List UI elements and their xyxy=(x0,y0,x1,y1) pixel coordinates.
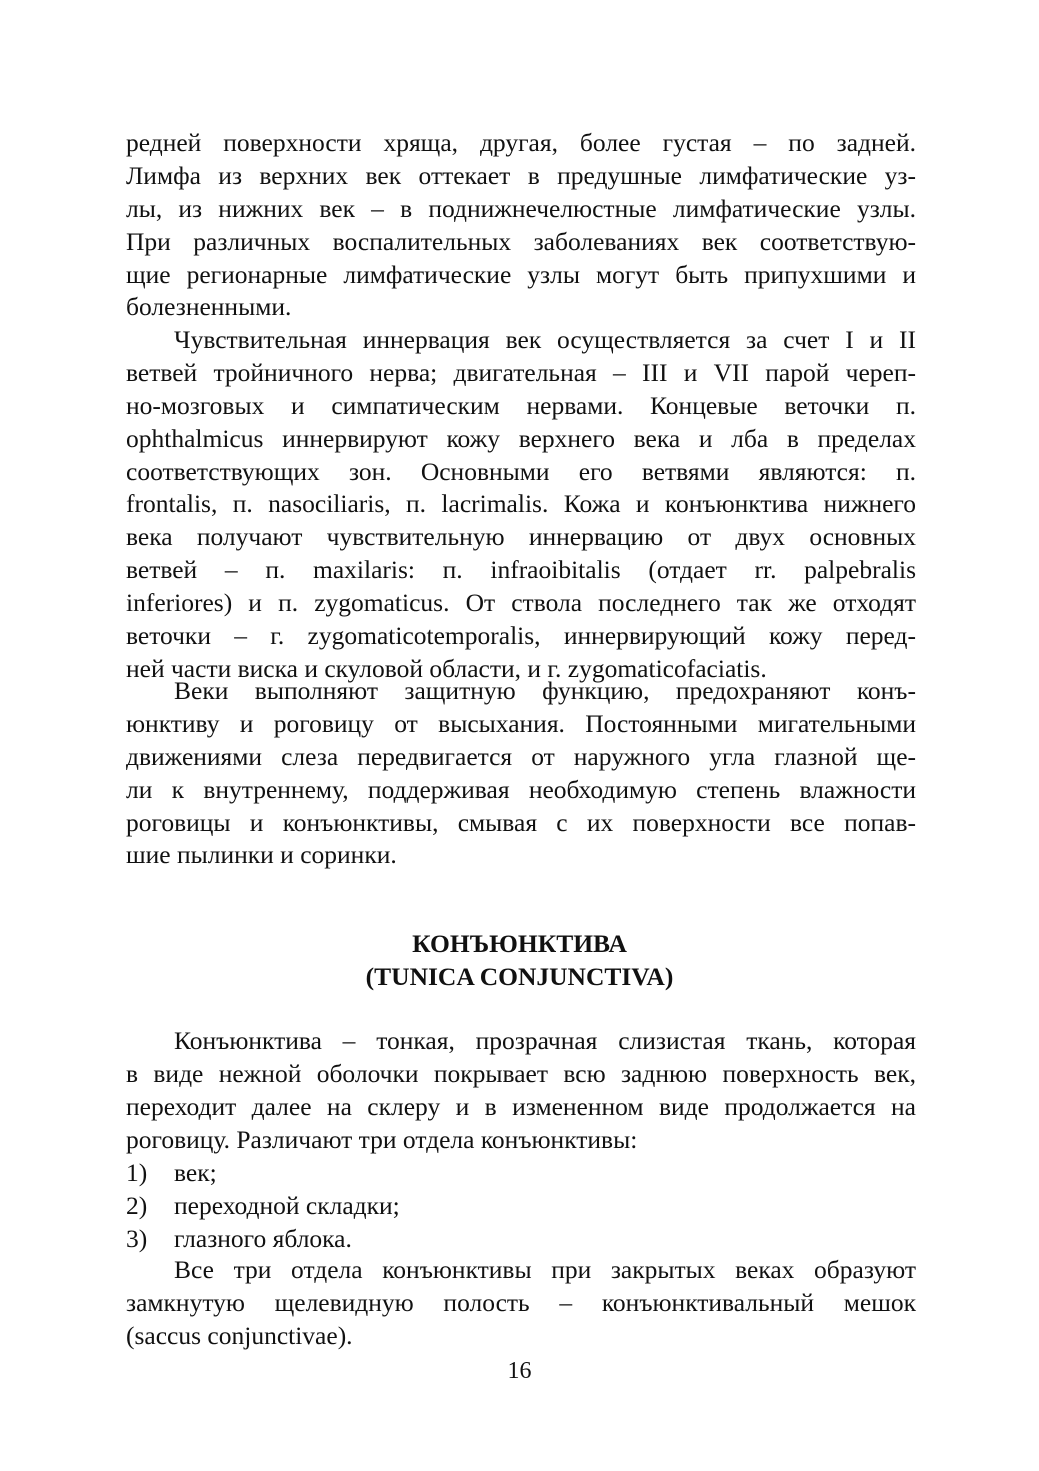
list-number: 2) xyxy=(126,1191,148,1220)
text-line: лы, из нижних век – в поднижнечелюстные лимфатические узлы. xyxy=(126,193,916,223)
text-line: шие пылинки и соринки. xyxy=(126,840,397,870)
list-item xyxy=(126,1189,400,1222)
text-line: frontalis, п. nasociliaris, п. lacrimalis. Кожа и конъюнктива нижнего xyxy=(126,489,916,519)
text-line: ней части виска и скуловой области, и г. zygomaticofaciatis. xyxy=(126,653,767,683)
paragraph-function xyxy=(126,675,916,872)
paragraph-innervation xyxy=(126,324,916,686)
text-line: (saccus conjunctivae). xyxy=(126,1320,353,1350)
text-line: При различных воспалительных заболеваниях век соответствую- xyxy=(126,226,916,256)
text-line: но-мозговых и симпатическим нервами. Концевые веточки п. xyxy=(126,390,916,420)
section-title: КОНЪЮНКТИВА xyxy=(412,929,627,958)
text-line: роговицы и конъюнктивы, смывая с их поверхности все попав- xyxy=(126,807,916,837)
text-line: роговицу. Различают три отдела конъюнктивы: xyxy=(126,1124,638,1154)
text-line: ophthalmicus иннервируют кожу верхнего века и лба в пределах xyxy=(126,423,916,453)
list-text: глазного яблока. xyxy=(174,1224,352,1253)
text-line: соответствующих зон. Основными его ветвями являются: п. xyxy=(126,456,916,486)
list-item xyxy=(126,1156,217,1189)
text-line: юнктиву и роговицу от высыхания. Постоянными мигательными xyxy=(126,708,916,738)
text-line: века получают чувствительную иннервацию от двух основных xyxy=(126,522,916,552)
section-subtitle: (TUNICA CONJUNCTIVA) xyxy=(365,962,674,991)
text-line: болезненными. xyxy=(126,292,292,322)
list-text: переходной складки; xyxy=(174,1191,400,1220)
text-line: веточки – г. zygomaticotemporalis, иннервирующий кожу перед- xyxy=(126,621,916,651)
text-line: переходит далее на склеру и в измененном виде продолжается на xyxy=(126,1091,916,1121)
text-line: Конъюнктива – тонкая, прозрачная слизистая ткань, которая xyxy=(174,1026,916,1055)
text-line: Веки выполняют защитную функцию, предохраняют конъ- xyxy=(174,676,916,705)
text-line: редней поверхности хряща, другая, более густая – по задней. xyxy=(126,128,916,157)
text-line: ветвей тройничного нерва; двигательная – III и VII парой череп- xyxy=(126,357,916,387)
text-line: ли к внутреннему, поддерживая необходимую степень влажности xyxy=(126,774,916,804)
text-line: Лимфа из верхних век оттекает в предушные лимфатические уз- xyxy=(126,160,916,190)
text-line: ветвей – п. maxilaris: п. infraoibitalis (отдает rr. palpebralis xyxy=(126,555,916,585)
text-line: Все три отдела конъюнктивы при закрытых веках образуют xyxy=(174,1255,916,1284)
page-number: 16 xyxy=(507,1358,532,1384)
list-item xyxy=(126,1222,352,1255)
list-text: век; xyxy=(174,1158,217,1187)
list-number: 3) xyxy=(126,1224,148,1253)
list-number: 1) xyxy=(126,1158,148,1187)
paragraph-conjunctiva-intro xyxy=(126,1025,916,1157)
text-line: Чувствительная иннервация век осуществляется за счет I и II xyxy=(174,325,916,354)
text-line: движениями слеза передвигается от наружного угла глазной ще- xyxy=(126,741,916,771)
text-line: в виде нежной оболочки покрывает всю заднюю поверхность век, xyxy=(126,1058,916,1088)
text-line: замкнутую щелевидную полость – конъюнктивальный мешок xyxy=(126,1287,916,1317)
text-line: inferiores) и п. zygomaticus. От ствола последнего так же отходят xyxy=(126,588,916,618)
text-line: щие регионарные лимфатические узлы могут быть припухшими и xyxy=(126,259,916,289)
paragraph-conjunctival-sac xyxy=(126,1254,916,1353)
paragraph-lymph xyxy=(126,127,916,324)
